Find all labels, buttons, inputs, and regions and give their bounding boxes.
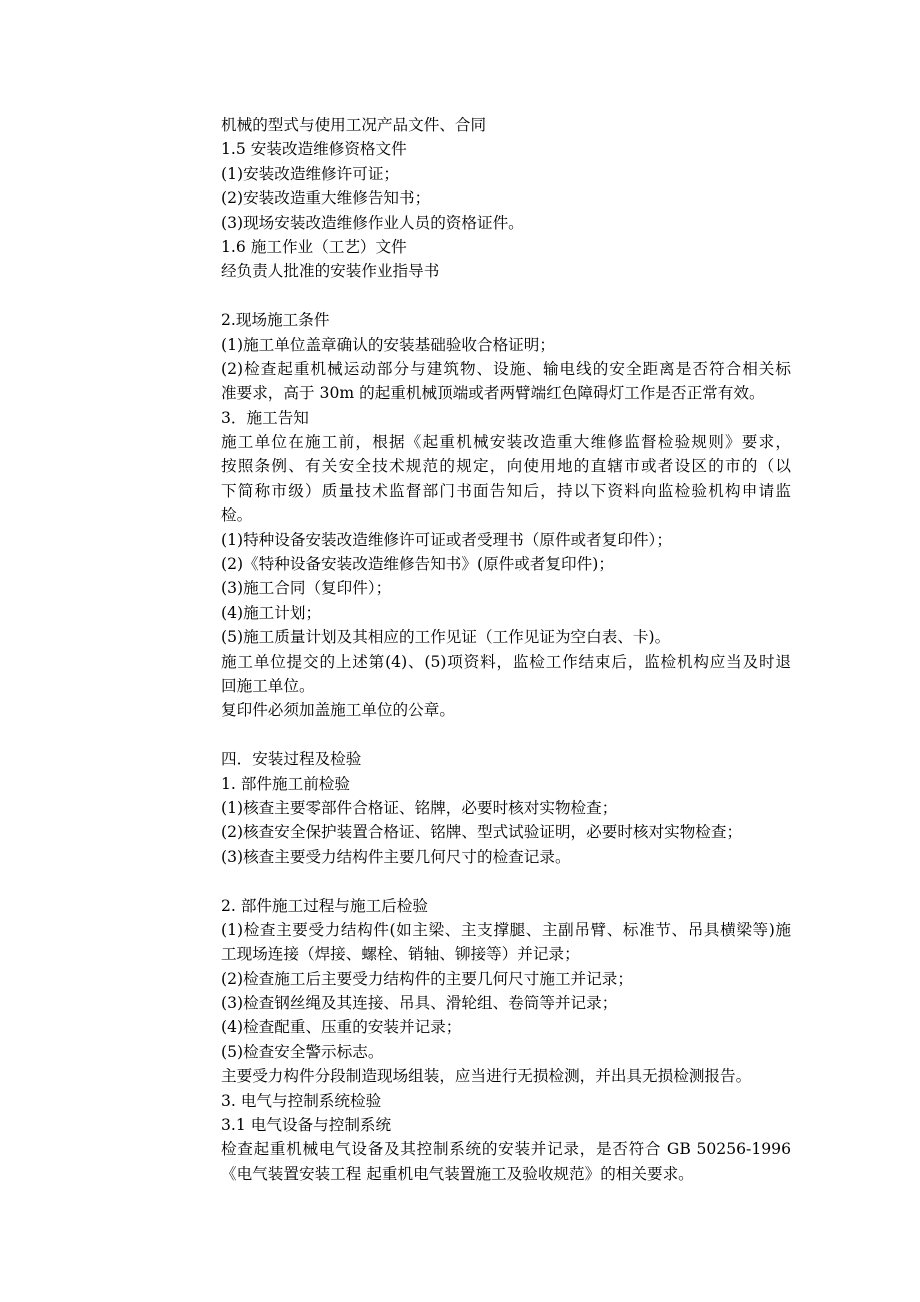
text-line: (5)检查安全警示标志。 <box>221 1042 384 1061</box>
text-line: (3)现场安装改造维修作业人员的资格证件。 <box>221 213 524 232</box>
text-line: 1. 部件施工前检验 <box>221 774 350 793</box>
text-line: (2)检查起重机械运动部分与建筑物、设施、输电线的安全距离是否符合相关标 <box>221 359 791 378</box>
text-line: 检查起重机械电气设备及其控制系统的安装并记录，是否符合 GB 50256-1996 <box>221 1140 791 1159</box>
text-line: 按照条例、有关安全技术规范的规定，向使用地的直辖市或者设区的市的（以 <box>221 457 791 476</box>
text-line: (1)核查主要零部件合格证、铭牌，必要时核对实物检查； <box>221 798 618 817</box>
paragraph-spacer <box>221 284 791 308</box>
text-line: 准要求，高于 30m 的起重机械顶端或者两臂端红色障碍灯工作是否正常有效。 <box>221 384 765 403</box>
document-body <box>221 113 791 1186</box>
paragraph-spacer <box>221 723 791 747</box>
text-line: 3．施工告知 <box>221 408 309 427</box>
text-line: 检。 <box>221 506 253 525</box>
text-line: (4)检查配重、压重的安装并记录； <box>221 1018 462 1037</box>
text-line: 1.6 施工作业（工艺）文件 <box>221 237 407 256</box>
text-line: 主要受力构件分段制造现场组装，应当进行无损检测，并出具无损检测报告。 <box>221 1067 752 1086</box>
text-line: 2.现场施工条件 <box>221 311 330 330</box>
text-line: 经负责人批准的安装作业指导书 <box>221 262 440 281</box>
text-line: 下简称市级）质量技术监督部门书面告知后，持以下资料向监检验机构申请监 <box>221 481 791 500</box>
text-line: 《电气装置安装工程 起重机电气装置施工及验收规范》的相关要求。 <box>221 1164 694 1183</box>
text-line: 复印件必须加盖施工单位的公章。 <box>221 701 455 720</box>
text-line: (1)安装改造维修许可证； <box>221 164 400 183</box>
text-line: 3. 电气与控制系统检验 <box>221 1091 382 1110</box>
text-line: (1)检查主要受力结构件(如主梁、主支撑腿、主副吊臂、标准节、吊具横梁等)施 <box>221 920 791 939</box>
text-line: (2)核查安全保护装置合格证、铭牌、型式试验证明，必要时核对实物检查； <box>221 823 743 842</box>
text-line: (1)特种设备安装改造维修许可证或者受理书（原件或者复印件）； <box>221 530 672 549</box>
text-line: (4)施工计划； <box>221 603 322 622</box>
text-line: (3)检查钢丝绳及其连接、吊具、滑轮组、卷筒等并记录； <box>221 994 618 1013</box>
text-line: (5)施工质量计划及其相应的工作见证（工作见证为空白表、卡)。 <box>221 628 671 647</box>
text-line: 2. 部件施工过程与施工后检验 <box>221 896 428 915</box>
text-line: 施工单位在施工前，根据《起重机械安装改造重大维修监督检验规则》要求， <box>221 433 791 452</box>
text-line: (3)核查主要受力结构件主要几何尺寸的检查记录。 <box>221 847 571 866</box>
text-line: 施工单位提交的上述第(4)、(5)项资料，监检工作结束后，监检机构应当及时退 <box>221 652 791 671</box>
text-line: 3.1 电气设备与控制系统 <box>221 1116 392 1135</box>
text-line: 机械的型式与使用工况产品文件、合同 <box>221 116 487 134</box>
text-line: 回施工单位。 <box>221 676 315 695</box>
text-line: 1.5 安装改造维修资格文件 <box>221 140 407 159</box>
paragraph-spacer <box>221 869 791 893</box>
text-line: 四．安装过程及检验 <box>221 750 362 769</box>
text-line: (2)检查施工后主要受力结构件的主要几何尺寸施工并记录； <box>221 969 633 988</box>
text-line: (1)施工单位盖章确认的安装基础验收合格证明； <box>221 335 555 354</box>
text-line: 工现场连接（焊接、螺栓、销轴、铆接等）并记录； <box>221 945 580 964</box>
text-line: (3)施工合同（复印件）； <box>221 579 392 598</box>
text-line: (2)安装改造重大维修告知书； <box>221 189 431 208</box>
text-line: (2)《特种设备安装改造维修告知书》(原件或者复印件)； <box>221 555 614 574</box>
